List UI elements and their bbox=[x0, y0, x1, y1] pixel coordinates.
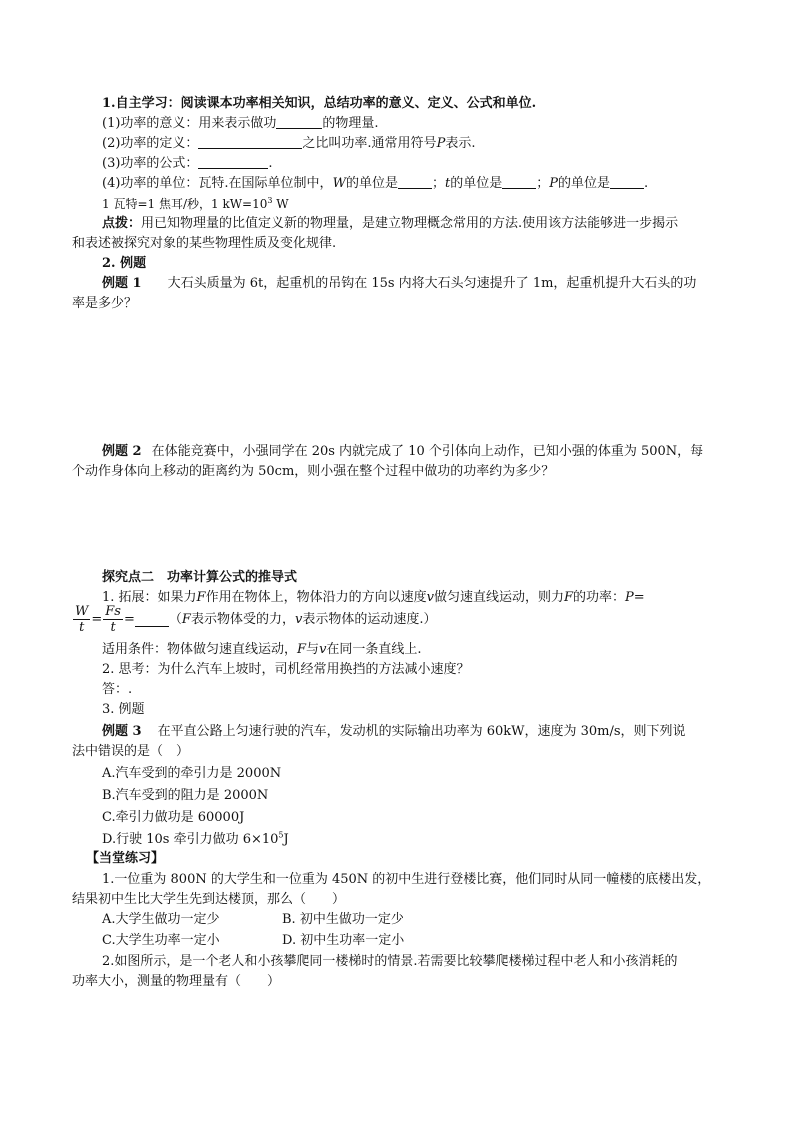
section-2-heading: 探究点二 功率计算公式的推导式 bbox=[102, 570, 298, 585]
example-3-option-c[interactable]: C.牵引力做功是 60000J bbox=[102, 810, 245, 825]
blank-formula[interactable] bbox=[198, 155, 268, 169]
example-2-line-2: 个动作身体向上移动的距离约为 50cm，则小强在整个过程中做功的功率约为多少？ bbox=[72, 464, 555, 479]
condition-line: 适用条件：物体做匀速直线运动，F与v在同一条直线上. bbox=[102, 642, 422, 657]
example-3-option-b[interactable]: B.汽车受到的阻力是 2000N bbox=[102, 788, 269, 803]
blank-meaning[interactable] bbox=[276, 115, 322, 129]
example-1-line-2: 率是多少？ bbox=[72, 296, 138, 311]
blank-unit-t[interactable] bbox=[502, 175, 536, 189]
extension-formula-line: $\frac{W}{t}$ = $\frac{Fs}{t}$ = （F表示物体受的力，v表示物体的运动速度.） bbox=[75, 604, 437, 635]
tip-line-1: 点拨：用已知物理量的比值定义新的物理量，是建立物理概念常用的方法.使用该方法能够进一步揭示 bbox=[102, 216, 679, 231]
practice-heading: 【当堂练习】 bbox=[86, 851, 165, 866]
self-study-heading: 1.自主学习：阅读课本功率相关知识，总结功率的意义、定义、公式和单位. bbox=[102, 96, 537, 111]
examples-heading-3: 3. 例题 bbox=[102, 702, 145, 717]
example-1-label: 例题 1 bbox=[102, 276, 142, 291]
power-unit-line: (4)功率的单位：瓦特.在国际单位制中，W的单位是 ；t的单位是 ；P的单位是 . bbox=[102, 176, 649, 191]
example-3-option-a[interactable]: A.汽车受到的牵引力是 2000N bbox=[102, 766, 282, 781]
tip-label: 点拨： bbox=[102, 216, 142, 231]
example-2-label: 例题 2 bbox=[102, 444, 142, 459]
example-2-line-1: 例题 2 在体能竞赛中，小强同学在 20s 内就完成了 10 个引体向上动作，已知小强的体重为 500N，每 bbox=[102, 444, 704, 459]
practice-q1-option-d[interactable]: D. 初中生功率一定小 bbox=[282, 933, 405, 948]
think-question: 2. 思考：为什么汽车上坡时，司机经常用换挡的方法减小速度？ bbox=[102, 662, 470, 677]
fraction-fs-over-t: $\frac{Fs}{t}$ bbox=[105, 604, 121, 635]
example-3-option-d[interactable]: D.行驶 10s 牵引力做功 $6\times 10^5J$ bbox=[102, 830, 289, 847]
blank-fv[interactable] bbox=[135, 613, 169, 627]
practice-q1-option-a[interactable]: A.大学生做功一定少 bbox=[102, 912, 220, 927]
blank-unit-p[interactable] bbox=[610, 175, 644, 189]
practice-q1-line-1: 1.一位重为 800N 的大学生和一位重为 450N 的初中生进行登楼比赛，他们同时从同一幢楼的底楼出发， bbox=[102, 872, 711, 887]
tip-line-2: 和表述被探究对象的某些物理性质及变化规律. bbox=[72, 236, 337, 251]
practice-q1-line-2: 结果初中生比大学生先到达楼顶，那么（ ） bbox=[72, 892, 346, 907]
blank-unit-w[interactable] bbox=[398, 175, 432, 189]
power-meaning-line: (1)功率的意义：用来表示做功 的物理量. bbox=[102, 116, 379, 131]
blank-definition[interactable] bbox=[198, 135, 302, 149]
unit-conversion-line: 1 瓦特=1 焦耳/秒，1 $kW=10^3$ W bbox=[102, 196, 289, 211]
practice-q2-line-1: 2.如图所示，是一个老人和小孩攀爬同一楼梯时的情景.若需要比较攀爬楼梯过程中老人和小孩消耗的 bbox=[102, 954, 678, 969]
example-3-line-2: 法中错误的是（ ） bbox=[72, 744, 190, 759]
think-answer: 答：. bbox=[102, 682, 133, 697]
example-3-label: 例题 3 bbox=[102, 724, 142, 739]
fraction-w-over-t: $\frac{W}{t}$ bbox=[75, 604, 89, 635]
extension-line-1: 1. 拓展：如果力F作用在物体上，物体沿力的方向以速度v做匀速直线运动，则力F的功率：P= bbox=[102, 590, 645, 605]
examples-heading: 2. 例题 bbox=[102, 256, 147, 271]
practice-q2-line-2: 功率大小，测量的物理量有（ ） bbox=[72, 974, 281, 989]
practice-q1-option-c[interactable]: C.大学生功率一定小 bbox=[102, 933, 220, 948]
example-1-line-1: 例题 1 大石头质量为 6t，起重机的吊钩在 15s 内将大石头匀速提升了 1m，起重机提升大石头的功 bbox=[102, 276, 697, 291]
power-definition-line: (2)功率的定义： 之比叫功率.通常用符号P表示. bbox=[102, 136, 476, 151]
practice-q1-option-b[interactable]: B. 初中生做功一定少 bbox=[282, 912, 404, 927]
example-3-line-1: 例题 3 在平直公路上匀速行驶的汽车，发动机的实际输出功率为 60kW，速度为 30m/s，则下列说 bbox=[102, 724, 686, 739]
power-formula-line: (3)功率的公式： . bbox=[102, 156, 273, 171]
